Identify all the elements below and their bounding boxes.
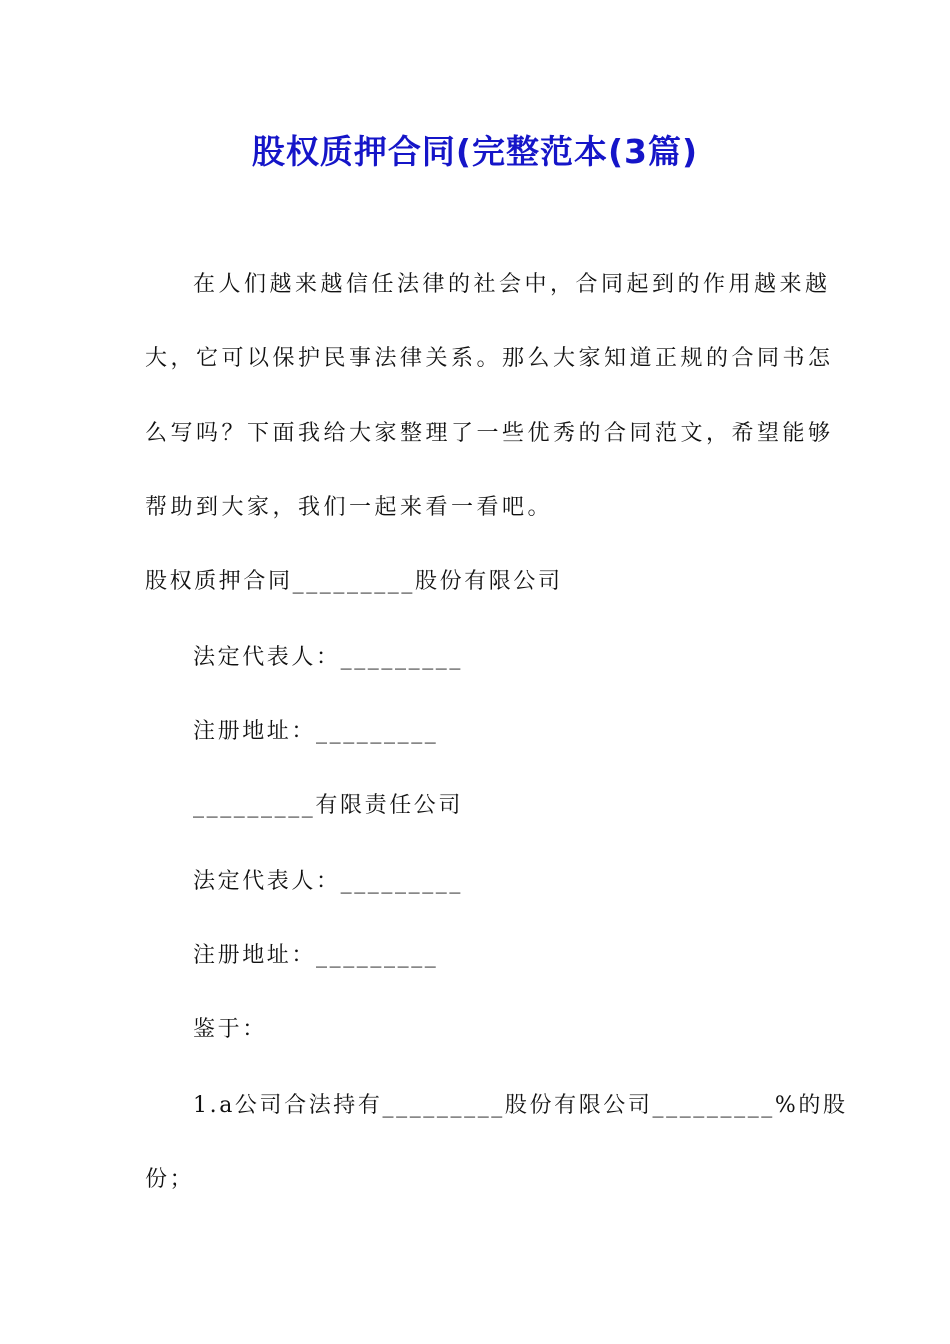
clause-1-line-2: 份； — [145, 1167, 195, 1192]
party-b-address: 注册地址：_________ — [193, 943, 439, 968]
party-a-representative: 法定代表人：_________ — [193, 645, 464, 670]
intro-line-3: 么写吗？下面我给大家整理了一些优秀的合同范文，希望能够 — [145, 421, 834, 446]
intro-line-1: 在人们越来越信任法律的社会中，合同起到的作用越来越 — [193, 272, 831, 297]
party-a-address: 注册地址：_________ — [193, 719, 439, 744]
contract-heading: 股权质押合同_________股份有限公司 — [145, 569, 563, 594]
party-b-representative: 法定代表人：_________ — [193, 869, 464, 894]
clause-1-line-1: 1.a公司合法持有_________股份有限公司_________%的股 — [193, 1093, 848, 1118]
intro-line-2: 大，它可以保护民事法律关系。那么大家知道正规的合同书怎 — [145, 346, 834, 371]
intro-line-4: 帮助到大家，我们一起来看一看吧。 — [145, 495, 554, 520]
document-title: 股权质押合同(完整范本(3篇) — [251, 132, 699, 171]
whereas-label: 鉴于： — [193, 1017, 267, 1042]
party-b-name: _________有限责任公司 — [193, 793, 464, 818]
